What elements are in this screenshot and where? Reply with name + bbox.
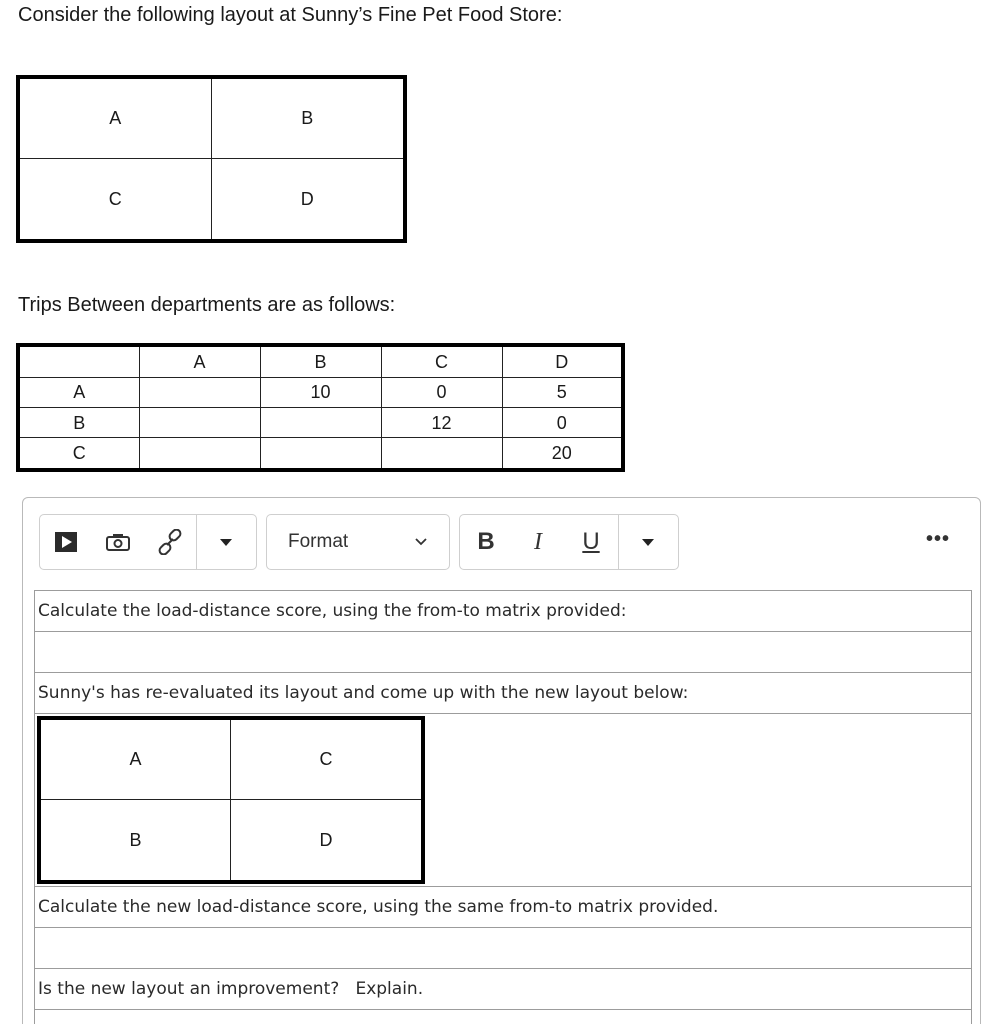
question-4-text: Is the new layout an improvement? Explain.: [35, 969, 972, 1010]
insert-image-button[interactable]: [92, 515, 144, 569]
format-select[interactable]: [266, 514, 450, 570]
question-1-text: Calculate the load-distance score, using the from-to matrix provided:: [35, 591, 972, 632]
trips-cell: [381, 438, 502, 470]
trips-cell: [139, 377, 260, 407]
play-icon: [54, 531, 78, 553]
trips-header-cell: A: [139, 345, 260, 377]
answer-1-cell[interactable]: [35, 632, 972, 673]
italic-button[interactable]: I: [534, 528, 542, 555]
trips-row: [18, 438, 623, 470]
trips-cell: 10: [260, 377, 381, 407]
underline-button[interactable]: U: [582, 528, 600, 555]
chevron-down-icon: [415, 538, 427, 546]
answer-4-cell[interactable]: [35, 1010, 972, 1024]
intro-text: Consider the following layout at Sunny’s Fine Pet Food Store:: [18, 4, 563, 26]
trips-row: [18, 407, 623, 437]
trips-header-cell: D: [502, 345, 623, 377]
layout-cell: A: [41, 720, 231, 800]
insert-dropdown-button[interactable]: [197, 515, 255, 569]
question-3-text: Calculate the new load-distance score, using the same from-to matrix provided.: [35, 887, 972, 928]
trips-header-cell: B: [260, 345, 381, 377]
insert-media-button[interactable]: [40, 515, 92, 569]
trips-matrix: [16, 343, 625, 472]
new-layout-grid: [37, 716, 425, 884]
style-dropdown-button[interactable]: [619, 515, 677, 569]
trips-row: [18, 377, 623, 407]
trips-cell: C: [18, 438, 139, 470]
answer-3-cell[interactable]: [35, 928, 972, 969]
insert-toolbar-group: [39, 514, 257, 570]
trips-header-cell: C: [381, 345, 502, 377]
trips-cell: [139, 407, 260, 437]
layout-cell: D: [319, 829, 333, 850]
bold-button[interactable]: B: [477, 528, 495, 555]
layout-cell: A: [20, 79, 212, 159]
trips-cell: 5: [502, 377, 623, 407]
trips-cell: [260, 438, 381, 470]
trips-header-row: [18, 345, 623, 377]
new-layout-cell: [35, 714, 972, 887]
trips-cell: 20: [502, 438, 623, 470]
text-style-group: [459, 514, 679, 570]
trips-header-cell: [18, 345, 139, 377]
trips-cell: [139, 438, 260, 470]
trips-cell: 0: [381, 377, 502, 407]
layout-cell: C: [20, 159, 212, 239]
format-select-label: Format: [288, 531, 349, 552]
trips-cell: B: [18, 407, 139, 437]
caret-down-icon: [642, 539, 654, 546]
layout-cell: D: [300, 188, 314, 209]
more-options-button[interactable]: •••: [925, 528, 950, 550]
rich-text-editor: [22, 497, 981, 1024]
trips-cell: 12: [381, 407, 502, 437]
layout-cell: C: [231, 720, 421, 800]
trips-cell: A: [18, 377, 139, 407]
trips-heading: Trips Between departments are as follows:: [18, 294, 396, 316]
answer-document-table: [34, 590, 972, 1024]
layout-cell: B: [212, 79, 404, 159]
layout-cell: B: [41, 800, 231, 880]
trips-cell: 0: [502, 407, 623, 437]
original-layout-grid: [16, 75, 407, 243]
link-icon: [157, 529, 183, 555]
caret-down-icon: [220, 539, 232, 546]
question-2-text: Sunny's has re-evaluated its layout and come up with the new layout below:: [35, 673, 972, 714]
insert-link-button[interactable]: [144, 515, 196, 569]
camera-icon: [106, 532, 130, 552]
trips-cell: [260, 407, 381, 437]
